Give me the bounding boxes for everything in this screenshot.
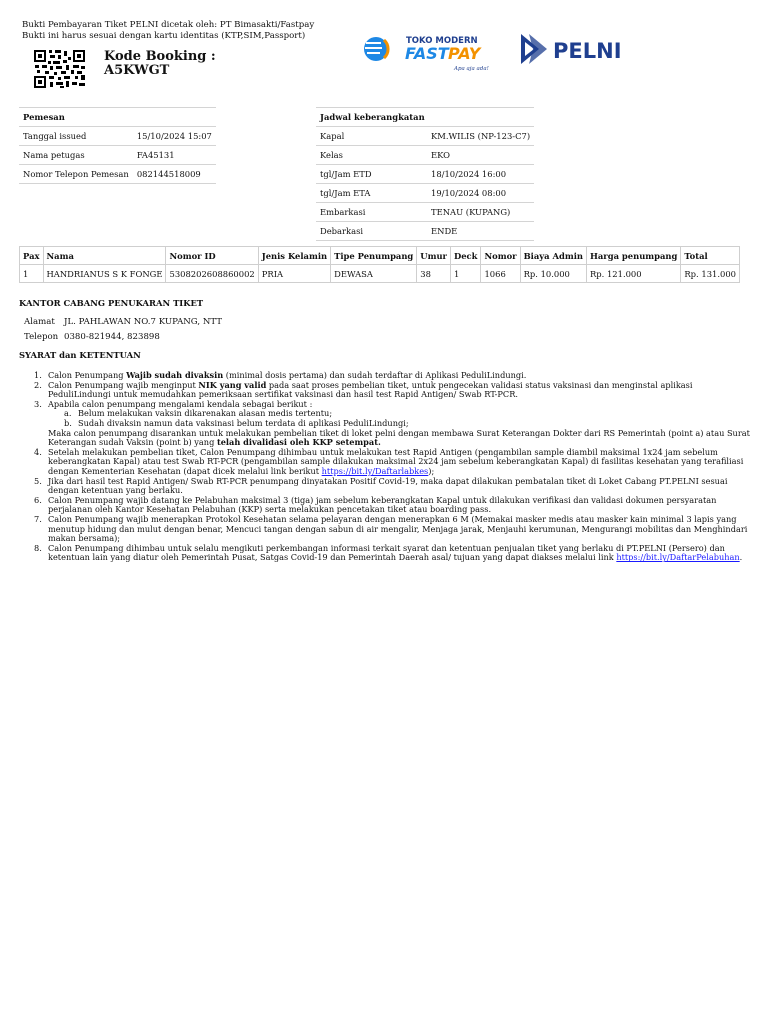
table-row (316, 146, 534, 165)
fastpay-logo (362, 32, 492, 74)
term-7-text: Calon Penumpang wajib menerapkan Protokol Kesehatan selama pelayaran dengan menerapkan 6 M (Memakai masker medis atau masker kain minimal 3 lapis yang menutup hidung dan mulut dengan benar, Mencuci tangan dengan sabun di air mengalir, Menjaga jarak, Menjauhi kerumunan, Mengurangi mobilitas dan Menghindari makan bersama); (48, 513, 748, 544)
debarkasi-value: ENDE (427, 222, 534, 241)
table-row (20, 265, 740, 283)
cell-harga-penumpang: Rp. 121.000 (586, 265, 680, 283)
term-3a-text: Belum melakukan vaksin dikarenakan alasan medis tertentu; (78, 408, 333, 419)
term-number: 8. (34, 542, 42, 553)
cell-pax: 1 (20, 265, 44, 283)
pemesan-table (19, 107, 216, 184)
term-1-text-b: Wajib sudah divaksin (126, 370, 224, 380)
kapal-value: KM.WILIS (NP-123-C7) (427, 127, 534, 146)
table-row (316, 165, 534, 184)
term-3-text-c: Maka calon penumpang disarankan untuk melakukan pembelian tiket di loket pelni dengan membawa Surat Keterangan Dokter dari RS Pemerintah (point a) atau Surat Keterangan sudah Vaksin (point b) yang (48, 427, 750, 448)
pelni-logo-text: PELNI (553, 39, 622, 63)
list-item (34, 513, 756, 544)
term-2-text-b: NIK yang valid (198, 379, 267, 390)
sub-term-letter: a. (64, 408, 72, 419)
list-item (34, 475, 756, 496)
pemesan-title: Pemesan (19, 108, 216, 127)
list-item (34, 542, 756, 563)
term-5-text: Jika dari hasil test Rapid Antigen/ Swab RT-PCR penumpang dinyatakan Positif Covid-19, maka dapat dilakukan pembatalan tiket di Loket Cabang PT.PELNI sesuai dengan ketentuan yang berlaku. (48, 475, 728, 496)
col-biaya-admin: Biaya Admin (520, 247, 586, 265)
booking-code-value: A5KWGT (104, 63, 170, 78)
term-4-text-c: ); (428, 465, 435, 476)
term-number: 1. (34, 370, 42, 380)
table-row (19, 146, 216, 165)
col-harga-penumpang: Harga penumpang (586, 247, 680, 265)
alamat-label: Alamat (24, 317, 55, 327)
passenger-table (19, 246, 740, 283)
term-3b-text: Sudah divaksin namun data vaksinasi belum terdata di aplikasi PeduliLindungi; (78, 417, 409, 428)
fastpay-logo-main-a: FAST (405, 44, 449, 63)
term-number: 6. (34, 494, 42, 505)
header-identity-note: Bukti ini harus sesuai dengan kartu identitas (KTP,SIM,Passport) (22, 31, 306, 41)
qr-code-icon (33, 49, 86, 89)
col-tipe-penumpang: Tipe Penumpang (331, 247, 417, 265)
kelas-label: Kelas (316, 146, 427, 165)
jadwal-table (316, 107, 534, 241)
debarkasi-label: Debarkasi (316, 222, 427, 241)
sub-list-item (48, 419, 756, 429)
term-number: 3. (34, 398, 42, 409)
term-2-text-a: Calon Penumpang wajib menginput (48, 379, 199, 390)
alamat-value: JL. PAHLAWAN NO.7 KUPANG, NTT (64, 317, 222, 327)
passenger-table-header (20, 247, 740, 265)
kantor-title: KANTOR CABANG PENUKARAN TIKET (19, 298, 204, 308)
kapal-label: Kapal (316, 127, 427, 146)
term-6-text: Calon Penumpang wajib datang ke Pelabuhan maksimal 3 (tiga) jam sebelum keberangkatan Kapal untuk dilakukan verifikasi dan validasi dokumen persyaratan perjalanan oleh Kantor Kesehatan Pelabuhan (KKP) serta melakukan pencetakan tiket atau boarding pass. (48, 494, 717, 515)
list-item (34, 379, 756, 400)
etd-label: tgl/Jam ETD (316, 165, 427, 184)
embarkasi-value: TENAU (KUPANG) (427, 203, 534, 222)
term-number: 7. (34, 513, 42, 524)
cell-nomor: 1066 (481, 265, 520, 283)
list-item (34, 398, 756, 448)
eta-label: tgl/Jam ETA (316, 184, 427, 203)
table-row (316, 127, 534, 146)
col-jenis-kelamin: Jenis Kelamin (258, 247, 330, 265)
etd-value: 18/10/2024 16:00 (427, 165, 534, 184)
syarat-title: SYARAT dan KETENTUAN (19, 350, 141, 360)
sub-term-letter: b. (64, 417, 72, 428)
fastpay-logo-main-b: PAY (448, 44, 481, 63)
daftar-labkes-link[interactable]: https://bit.ly/Daftarlabkes (321, 465, 429, 476)
table-row (19, 165, 216, 184)
col-nomor-id: Nomor ID (166, 247, 258, 265)
booking-code-label: Kode Booking : (104, 49, 216, 64)
tanggal-issued-value: 15/10/2024 15:07 (133, 127, 216, 146)
terms-list (34, 370, 756, 563)
eta-value: 19/10/2024 08:00 (427, 184, 534, 203)
term-8-text-c: . (739, 552, 743, 563)
table-row (316, 184, 534, 203)
term-2-text-c: pada saat proses pembelian tiket, untuk pengecekan validasi status vaksinasi dan menginstal aplikasi PeduliLindungi untuk memudahkan pemeriksaan sertifikat vaksinasi dan hasil test Rapid Antigen/ Swab RT-PCR. (48, 379, 693, 400)
list-item (34, 446, 756, 477)
fastpay-logo-top: TOKO MODERN (406, 36, 478, 46)
telepon-pemesan-value: 082144518009 (133, 165, 216, 184)
telepon-label: Telepon (24, 332, 59, 342)
cell-umur: 38 (417, 265, 451, 283)
term-8-text-a: Calon Penumpang dihimbau untuk selalu mengikuti perkembangan informasi terkait syarat dan ketentuan penjualan tiket yang berlaku di PT.PELNI (Persero) dan ketentuan lain yang diatur oleh Pemerintah Pusat, Satgas Covid-19 dan Pemerintah Daerah asal/ tujuan yang dapat diakses melalui link (48, 542, 725, 563)
daftar-pelabuhan-link[interactable]: https://bit.ly/DaftarPelabuhan (616, 552, 740, 563)
tanggal-issued-label: Tanggal issued (19, 127, 133, 146)
telepon-pemesan-label: Nomor Telepon Pemesan (19, 165, 133, 184)
list-item (34, 494, 756, 515)
col-pax: Pax (20, 247, 44, 265)
cell-deck: 1 (450, 265, 481, 283)
cell-tipe-penumpang: DEWASA (331, 265, 417, 283)
term-number: 2. (34, 379, 42, 390)
cell-nomor-id: 5308202608860002 (166, 265, 258, 283)
jadwal-title: Jadwal keberangkatan (316, 108, 534, 127)
col-nama: Nama (43, 247, 166, 265)
term-1-text-a: Calon Penumpang (48, 370, 127, 380)
cell-nama: HANDRIANUS S K FONGE (43, 265, 166, 283)
term-1-text-c: (minimal dosis pertama) dan sudah terdaftar di Aplikasi PeduliLindungi. (223, 370, 527, 380)
term-number: 5. (34, 475, 42, 486)
term-number: 4. (34, 446, 42, 457)
telepon-value: 0380-821944, 823898 (64, 332, 160, 342)
cell-jenis-kelamin: PRIA (258, 265, 330, 283)
col-nomor: Nomor (481, 247, 520, 265)
table-row (19, 127, 216, 146)
term-3-text-a: Apabila calon penumpang mengalami kendala sebagai berikut : (48, 398, 313, 409)
col-deck: Deck (450, 247, 481, 265)
pelni-logo (519, 32, 635, 66)
table-row (316, 203, 534, 222)
cell-total: Rp. 131.000 (681, 265, 740, 283)
table-row (316, 222, 534, 241)
kelas-value: EKO (427, 146, 534, 165)
pelni-logo-mark-icon (521, 34, 547, 64)
col-umur: Umur (417, 247, 451, 265)
embarkasi-label: Embarkasi (316, 203, 427, 222)
nama-petugas-label: Nama petugas (19, 146, 133, 165)
term-4-text-a: Setelah melakukan pembelian tiket, Calon Penumpang dihimbau untuk melakukan test Rapid Antigen (pengambilan sample diambil maksimal 1x24 jam sebelum keberangkatan Kapal) atau test Swab RT-PCR (pengambilan sample dilakukan maksimal 2x24 jam sebelum keberangkatan Kapal) di fasilitas kesehatan yang terafiliasi dengan Kementerian Kesehatan (dapat dicek melalui link berikut (48, 446, 744, 476)
col-total: Total (681, 247, 740, 265)
nama-petugas-value: FA45131 (133, 146, 216, 165)
term-3-text-d: telah divalidasi oleh KKP setempat. (216, 437, 381, 448)
cell-biaya-admin: Rp. 10.000 (520, 265, 586, 283)
header-printed-by: Bukti Pembayaran Tiket PELNI dicetak oleh: PT Bimasakti/Fastpay (22, 20, 315, 30)
fastpay-logo-tagline: Apa aja ada! (454, 66, 489, 72)
